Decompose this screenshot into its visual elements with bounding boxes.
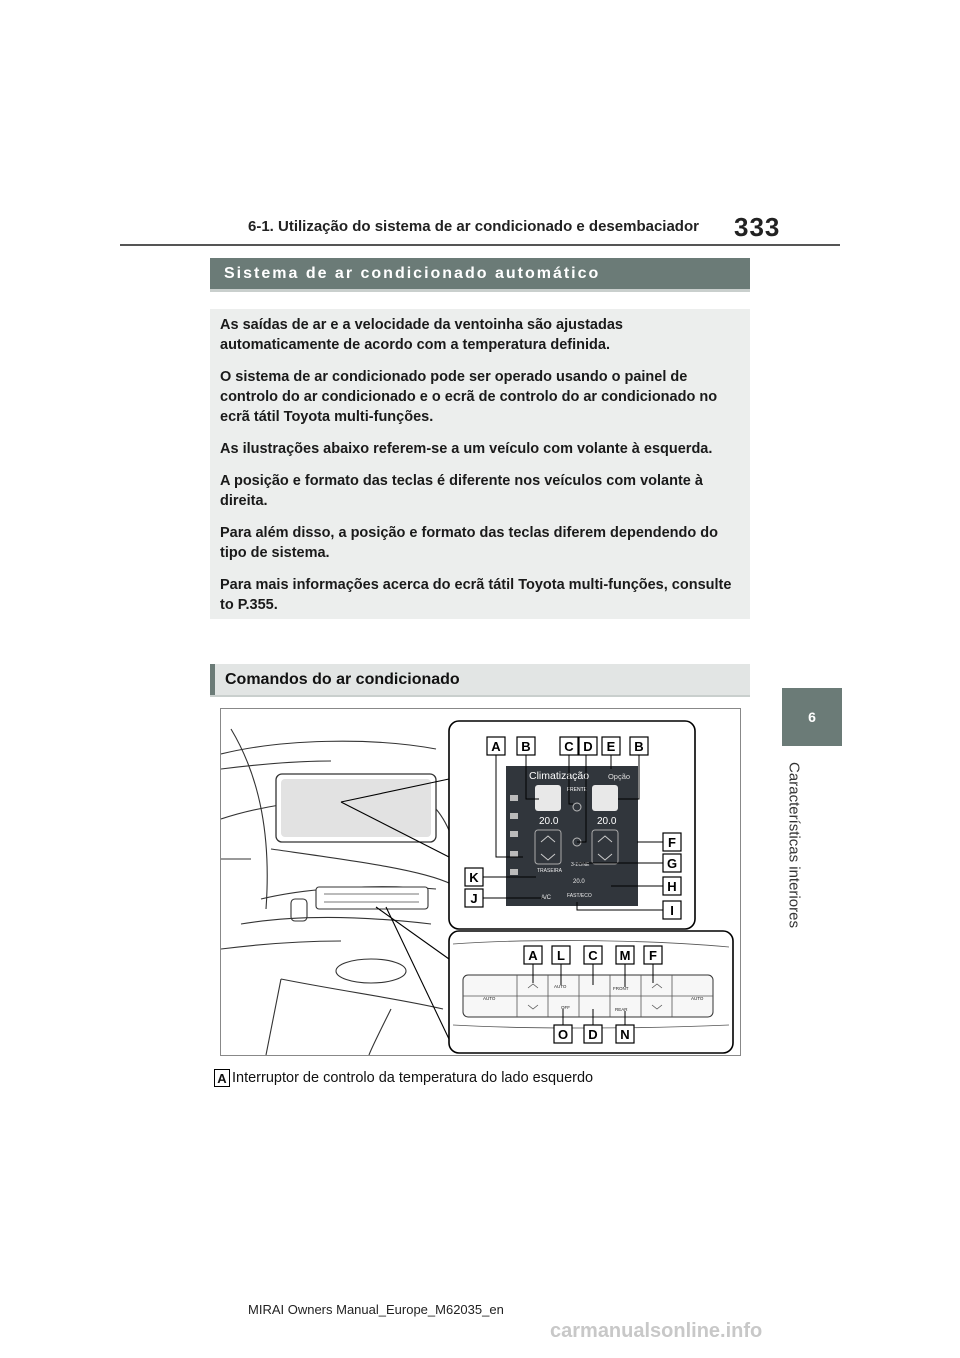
svg-text:D: D (583, 739, 593, 754)
callout-label (602, 737, 620, 755)
callout-label (644, 946, 662, 964)
svg-text:A: A (528, 948, 538, 963)
callout-label (487, 737, 505, 755)
callout-label (552, 946, 570, 964)
caption-badge: A (214, 1069, 230, 1087)
callout-label (616, 1025, 634, 1043)
svg-text:AUTO: AUTO (691, 996, 704, 1001)
callout-label (524, 946, 542, 964)
callout-label (663, 877, 681, 895)
section-heading-rule (210, 289, 750, 292)
svg-text:FRONT: FRONT (613, 986, 629, 991)
svg-text:A: A (491, 739, 501, 754)
svg-text:F: F (649, 948, 657, 963)
svg-text:C: C (564, 739, 574, 754)
svg-text:G: G (666, 856, 678, 871)
callout-label (465, 868, 483, 886)
section-heading-automatic-ac: Sistema de ar condicionado automático (210, 258, 750, 289)
callout-label (663, 833, 681, 851)
svg-text:J: J (470, 891, 478, 906)
section-heading-ac-controls: Comandos do ar condicionado (210, 664, 750, 695)
footer-manual-id: MIRAI Owners Manual_Europe_M62035_en (248, 1302, 504, 1317)
page-number: 333 (734, 212, 781, 242)
chapter-tab: 6 (782, 688, 842, 746)
ac-label: A/C (541, 895, 552, 901)
svg-text:B: B (521, 739, 531, 754)
svg-text:N: N (620, 1027, 630, 1042)
svg-text:B: B (634, 739, 644, 754)
svg-text:M: M (619, 948, 631, 963)
callout-label (579, 737, 597, 755)
callout-label (584, 1025, 602, 1043)
svg-text:OFF: OFF (561, 1005, 570, 1010)
running-header-title: 6-1. Utilização do sistema de ar condicionado e desembaciador (248, 218, 699, 235)
figure-caption: Interruptor de controlo da temperatura do lado esquerdo (232, 1070, 594, 1086)
callout-label (663, 854, 681, 872)
callout-label (630, 737, 648, 755)
svg-text:O: O (557, 1027, 569, 1042)
info-box (210, 309, 750, 619)
callout-label (465, 889, 483, 907)
watermark: carmanualsonline.info (550, 1320, 763, 1342)
callout-label (584, 946, 602, 964)
info-paragraph: Para mais informações acerca do ecrã tátil Toyota multi-funções, consulte to P.355. (220, 577, 732, 613)
temp-left: 20.0 (539, 816, 559, 827)
svg-text:E: E (606, 739, 616, 754)
callout-label (616, 946, 634, 964)
zone-label: 3-ZONE (571, 862, 590, 868)
rear-label: TRASEIRA (537, 868, 563, 874)
chapter-label (776, 760, 812, 930)
section-heading-rule (210, 695, 750, 697)
svg-text:K: K (469, 870, 479, 885)
svg-text:F: F (668, 835, 676, 850)
svg-text:C: C (588, 948, 598, 963)
callout-label (517, 737, 535, 755)
callout-label (560, 737, 578, 755)
header-rule (120, 244, 840, 246)
fast-eco-label: FAST/ECO (567, 893, 592, 899)
svg-text:I: I (670, 903, 674, 918)
info-paragraph: A posição e formato das teclas é diferente nos veículos com volante à direita. (220, 473, 703, 509)
screen-title: Climatização (529, 770, 590, 782)
info-paragraph: As ilustrações abaixo referem-se a um veículo com volante à esquerda. (220, 441, 713, 457)
dashboard-sketch (221, 729, 461, 1055)
screen-option: Opção (607, 772, 631, 781)
svg-text:D: D (588, 1027, 598, 1042)
front-label: FRENTE (567, 787, 587, 793)
svg-text:AUTO: AUTO (554, 984, 567, 989)
svg-text:REAR: REAR (615, 1007, 628, 1012)
temp-center: 20.0 (573, 879, 585, 885)
callout-label (554, 1025, 572, 1043)
svg-text:AUTO: AUTO (483, 996, 496, 1001)
info-paragraph: Para além disso, a posição e formato das teclas diferem dependendo do tipo de sistema. (220, 525, 718, 561)
info-paragraph: As saídas de ar e a velocidade da ventoinha são ajustadas automaticamente de acordo com a temperatura definida. (220, 317, 623, 353)
svg-text:L: L (557, 948, 565, 963)
info-paragraph: O sistema de ar condicionado pode ser operado usando o painel de controlo do ar condicionado e o ecrã de controlo do ar condicionado no ecrã tátil Toyota multi-funções. (220, 369, 718, 425)
chapter-label-text: Características interiores (785, 762, 803, 928)
svg-text:H: H (667, 879, 677, 894)
ac-controls-figure (220, 708, 741, 1056)
temp-right: 20.0 (597, 816, 617, 827)
callout-label (663, 901, 681, 919)
ac-controls-illustration (221, 709, 740, 1055)
